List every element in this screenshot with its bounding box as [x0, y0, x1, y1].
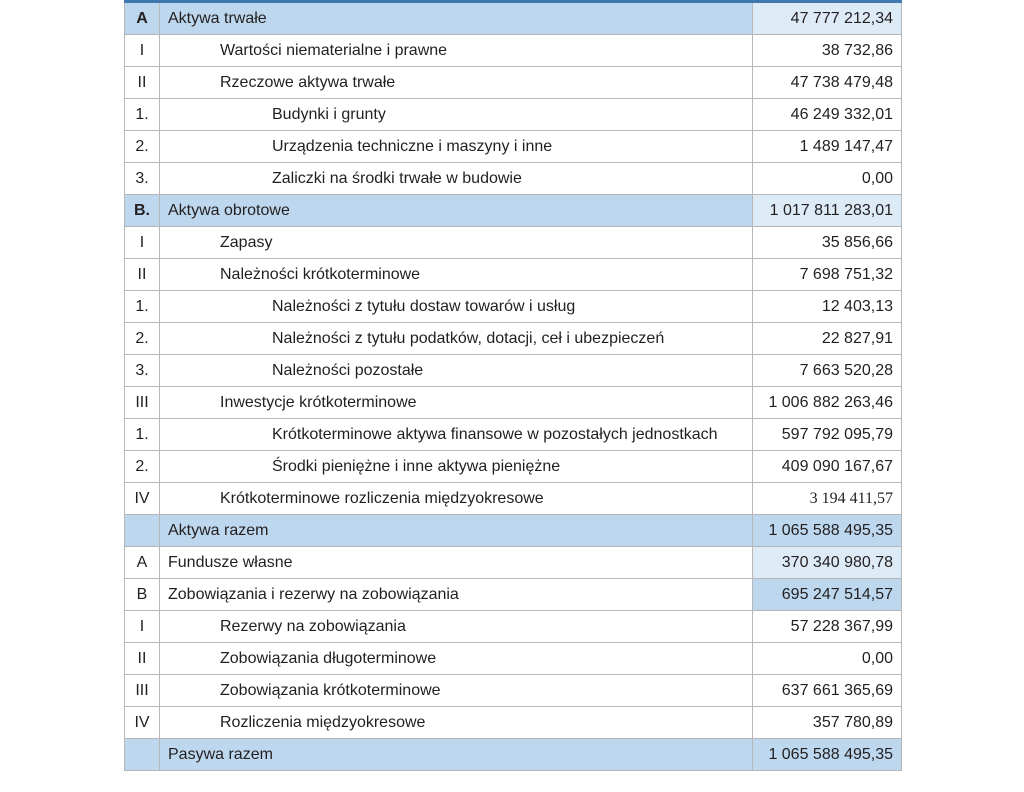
row-label: Krótkoterminowe rozliczenia międzyokresowe [160, 483, 753, 515]
row-index: A [125, 547, 160, 579]
balance-table [124, 0, 902, 771]
row-value: 370 340 980,78 [753, 547, 902, 579]
row-value: 695 247 514,57 [753, 579, 902, 611]
row-label: Środki pieniężne i inne aktywa pieniężne [160, 451, 753, 483]
table-row [125, 643, 902, 675]
table-row [125, 387, 902, 419]
row-index: 3. [125, 163, 160, 195]
row-label: Krótkoterminowe aktywa finansowe w pozostałych jednostkach [160, 419, 753, 451]
table-row [125, 419, 902, 451]
row-value: 1 489 147,47 [753, 131, 902, 163]
table-row [125, 515, 902, 547]
row-label: Należności z tytułu dostaw towarów i usług [160, 291, 753, 323]
row-value: 0,00 [753, 163, 902, 195]
table-row [125, 707, 902, 739]
row-value: 7 698 751,32 [753, 259, 902, 291]
row-value: 1 017 811 283,01 [753, 195, 902, 227]
row-label: Zaliczki na środki trwałe w budowie [160, 163, 753, 195]
table-row [125, 259, 902, 291]
row-value: 38 732,86 [753, 35, 902, 67]
table-row [125, 195, 902, 227]
table-row [125, 355, 902, 387]
row-index: II [125, 643, 160, 675]
row-label: Pasywa razem [160, 739, 753, 771]
row-value: 47 738 479,48 [753, 67, 902, 99]
row-index: B [125, 579, 160, 611]
row-value: 47 777 212,34 [753, 2, 902, 35]
row-value: 1 065 588 495,35 [753, 515, 902, 547]
table-row [125, 579, 902, 611]
row-value: 357 780,89 [753, 707, 902, 739]
table-row [125, 451, 902, 483]
table-row [125, 483, 902, 515]
row-value: 1 065 588 495,35 [753, 739, 902, 771]
row-value: 637 661 365,69 [753, 675, 902, 707]
row-label: Należności krótkoterminowe [160, 259, 753, 291]
row-index: IV [125, 707, 160, 739]
row-index: 2. [125, 323, 160, 355]
row-label: Urządzenia techniczne i maszyny i inne [160, 131, 753, 163]
row-label: Zobowiązania i rezerwy na zobowiązania [160, 579, 753, 611]
row-index: III [125, 387, 160, 419]
row-label: Rzeczowe aktywa trwałe [160, 67, 753, 99]
row-value: 57 228 367,99 [753, 611, 902, 643]
row-label: Rezerwy na zobowiązania [160, 611, 753, 643]
row-label: Aktywa obrotowe [160, 195, 753, 227]
row-label: Zobowiązania krótkoterminowe [160, 675, 753, 707]
row-value: 46 249 332,01 [753, 99, 902, 131]
row-value: 0,00 [753, 643, 902, 675]
row-label: Aktywa trwałe [160, 2, 753, 35]
row-value: 22 827,91 [753, 323, 902, 355]
table-row [125, 2, 902, 35]
row-label: Rozliczenia międzyokresowe [160, 707, 753, 739]
row-value: 409 090 167,67 [753, 451, 902, 483]
row-label: Zapasy [160, 227, 753, 259]
row-index [125, 739, 160, 771]
row-index: I [125, 611, 160, 643]
row-index: 2. [125, 131, 160, 163]
row-index: B. [125, 195, 160, 227]
row-label: Zobowiązania długoterminowe [160, 643, 753, 675]
table-row [125, 131, 902, 163]
row-index: III [125, 675, 160, 707]
row-index: I [125, 227, 160, 259]
row-label: Fundusze własne [160, 547, 753, 579]
row-index: 3. [125, 355, 160, 387]
row-value: 7 663 520,28 [753, 355, 902, 387]
row-value: 35 856,66 [753, 227, 902, 259]
row-label: Aktywa razem [160, 515, 753, 547]
row-index: IV [125, 483, 160, 515]
row-value: 1 006 882 263,46 [753, 387, 902, 419]
table-row [125, 163, 902, 195]
table-row [125, 547, 902, 579]
row-value: 3 194 411,57 [753, 483, 902, 515]
row-index: 2. [125, 451, 160, 483]
row-label: Inwestycje krótkoterminowe [160, 387, 753, 419]
row-label: Wartości niematerialne i prawne [160, 35, 753, 67]
row-label: Należności pozostałe [160, 355, 753, 387]
table-row [125, 35, 902, 67]
row-index: A [125, 2, 160, 35]
row-index: II [125, 67, 160, 99]
row-index [125, 515, 160, 547]
table-row [125, 675, 902, 707]
table-row [125, 227, 902, 259]
table-row [125, 323, 902, 355]
table-row [125, 291, 902, 323]
row-label: Budynki i grunty [160, 99, 753, 131]
table-row [125, 611, 902, 643]
table-row [125, 739, 902, 771]
row-value: 597 792 095,79 [753, 419, 902, 451]
table-row [125, 99, 902, 131]
row-index: II [125, 259, 160, 291]
row-index: I [125, 35, 160, 67]
row-index: 1. [125, 419, 160, 451]
row-index: 1. [125, 291, 160, 323]
row-value: 12 403,13 [753, 291, 902, 323]
row-index: 1. [125, 99, 160, 131]
row-label: Należności z tytułu podatków, dotacji, ceł i ubezpieczeń [160, 323, 753, 355]
table-row [125, 67, 902, 99]
balance-sheet [124, 0, 901, 771]
